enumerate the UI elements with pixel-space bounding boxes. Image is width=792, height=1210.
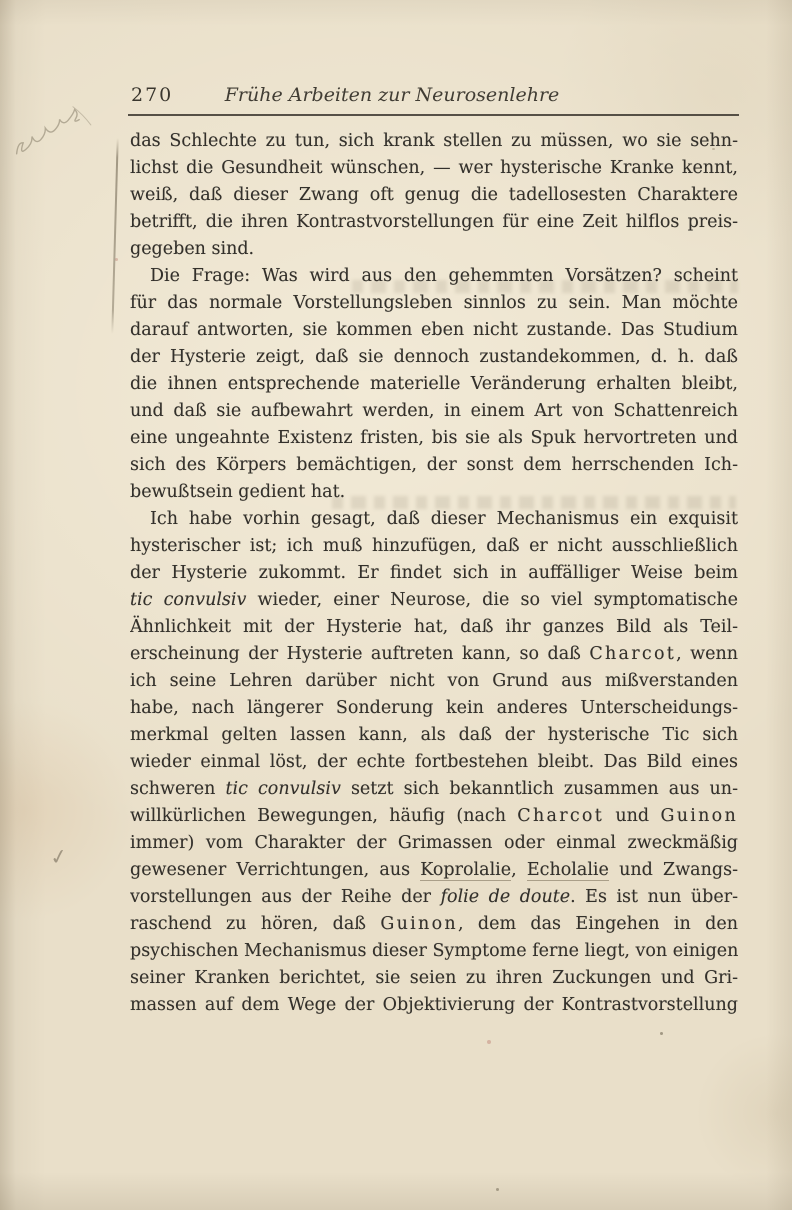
text-line <box>130 857 738 884</box>
text-line <box>130 128 738 155</box>
text-segment: lichst die Gesundheit wünschen, — wer hysterische Kranke kennt, <box>130 158 738 178</box>
text-segment: vorstellungen aus der Reihe der <box>130 887 441 907</box>
text-segment: Die Frage: Was wird aus den gehemmten Vorsätzen? scheint <box>150 266 738 286</box>
text-line <box>130 344 738 371</box>
pencil-checkmark-icon: ✓ <box>48 843 70 871</box>
text-line <box>130 965 738 992</box>
letterspaced-name: Charcot <box>517 806 605 826</box>
text-line <box>130 506 738 533</box>
italic-term: tic convulsiv <box>130 590 247 610</box>
text-line <box>130 371 738 398</box>
text-segment: der Hysterie zeigt, daß sie dennoch zustandekommen, d. h. daß <box>130 347 738 367</box>
text-segment: , dem das Eingehen in den <box>457 914 738 934</box>
text-segment: immer) vom Charakter der Grimassen oder einmal zweckmäßig <box>130 833 738 853</box>
text-segment: und daß sie aufbewahrt werden, in einem Art von Schattenreich <box>130 401 738 421</box>
running-header: Frühe Arbeiten zur Neurosenlehre <box>224 84 560 106</box>
italic-term: tic convulsiv <box>225 779 341 799</box>
text-line <box>130 452 738 479</box>
text-line <box>130 533 738 560</box>
page-number: 270 <box>131 84 174 106</box>
text-segment: habe, nach längerer Sonderung kein anderes Unterscheidungs- <box>130 698 738 718</box>
text-line <box>130 587 738 614</box>
text-segment: das Schlechte zu tun, sich krank stellen zu müssen, wo sie sehn- <box>130 131 738 151</box>
text-segment: gewesener Verrichtungen, aus <box>130 860 421 880</box>
text-line <box>130 830 738 857</box>
text-line <box>130 641 738 668</box>
text-block <box>130 128 738 1019</box>
text-line <box>130 938 738 965</box>
text-segment: gegeben sind. <box>130 239 255 259</box>
text-segment: eine ungeahnte Existenz fristen, bis sie als Spuk hervortreten und <box>130 428 738 448</box>
header-rule <box>128 114 739 116</box>
text-segment: schweren <box>130 779 226 799</box>
text-line <box>130 695 738 722</box>
text-segment: ich seine Lehren darüber nicht von Grund aus mißverstanden <box>130 671 738 691</box>
text-segment: psychischen Mechanismus dieser Symptome ferne liegt, von einigen <box>130 941 738 961</box>
text-segment: , wenn <box>676 644 738 664</box>
text-segment: setzt sich bekanntlich zusammen aus un- <box>340 779 738 799</box>
text-segment: . Es ist nun über- <box>570 887 738 907</box>
text-segment: für das normale Vorstellungsleben sinnlos zu sein. Man möchte <box>130 293 738 313</box>
text-line <box>130 884 738 911</box>
text-line <box>130 560 738 587</box>
paper-speck <box>115 258 118 261</box>
text-line <box>130 911 738 938</box>
text-segment: die ihnen entsprechende materielle Veränderung erhalten bleibt, <box>130 374 738 394</box>
paper-speck <box>496 1188 499 1191</box>
letterspaced-name: Charcot <box>589 644 677 664</box>
pencil-underlined-term: Echolalie <box>526 860 609 880</box>
italic-term: folie de doute <box>440 887 571 907</box>
text-segment: der Hysterie zukommt. Er findet sich in auffälliger Weise beim <box>130 563 738 583</box>
text-line <box>130 209 738 236</box>
text-segment: Ähnlichkeit mit der Hysterie hat, daß ihr ganzes Bild als Teil- <box>130 617 738 637</box>
text-segment: merkmal gelten lassen kann, als daß der hysterische Tic sich <box>130 725 738 745</box>
text-segment: wieder, einer Neurose, die so viel symptomatische <box>246 590 738 610</box>
text-line <box>130 992 738 1019</box>
text-segment: betrifft, die ihren Kontrastvorstellungen für eine Zeit hilflos preis- <box>130 212 738 232</box>
text-segment: massen auf dem Wege der Objektivierung der Kontrastvorstellung <box>130 995 738 1015</box>
text-line <box>130 263 738 290</box>
text-segment: und Zwangs- <box>608 860 738 880</box>
text-segment: weiß, daß dieser Zwang oft genug die tadellosesten Charaktere <box>130 185 738 205</box>
text-segment: und <box>604 806 661 826</box>
text-line <box>130 776 738 803</box>
text-segment: sich des Körpers bemächtigen, der sonst dem herrschenden Ich- <box>130 455 738 475</box>
paper-speck <box>487 1040 491 1044</box>
paper-speck <box>712 148 715 150</box>
text-line <box>130 236 738 263</box>
text-line <box>130 614 738 641</box>
text-segment: , <box>511 860 527 880</box>
text-line <box>130 803 738 830</box>
text-line <box>130 722 738 749</box>
text-line <box>130 317 738 344</box>
text-segment: bewußtsein gedient hat. <box>130 482 346 502</box>
letterspaced-name: Guinon <box>660 806 738 826</box>
text-line <box>130 398 738 425</box>
text-segment: seiner Kranken berichtet, sie seien zu ihren Zuckungen und Gri- <box>130 968 738 988</box>
text-line <box>130 425 738 452</box>
pencil-scribble-icon <box>8 104 100 156</box>
text-line <box>130 479 738 506</box>
pencil-margin-line <box>111 138 118 334</box>
text-line <box>130 155 738 182</box>
text-segment: willkürlichen Bewegungen, häufig (nach <box>130 806 518 826</box>
text-line <box>130 749 738 776</box>
text-segment: darauf antworten, sie kommen eben nicht zustande. Das Studium <box>130 320 738 340</box>
text-line <box>130 668 738 695</box>
text-segment: wieder einmal löst, der echte fortbestehen bleibt. Das Bild eines <box>130 752 738 772</box>
text-segment: erscheinung der Hysterie auftreten kann, so daß <box>130 644 590 664</box>
text-segment: Ich habe vorhin gesagt, daß dieser Mechanismus ein exquisit <box>150 509 738 529</box>
paper-speck <box>660 1032 663 1035</box>
text-segment: hysterischer ist; ich muß hinzufügen, daß er nicht ausschließlich <box>130 536 738 556</box>
pencil-underlined-term: Koprolalie <box>420 860 512 880</box>
text-line <box>130 182 738 209</box>
letterspaced-name: Guinon <box>380 914 458 934</box>
text-segment: raschend zu hören, daß <box>130 914 381 934</box>
text-line <box>130 290 738 317</box>
